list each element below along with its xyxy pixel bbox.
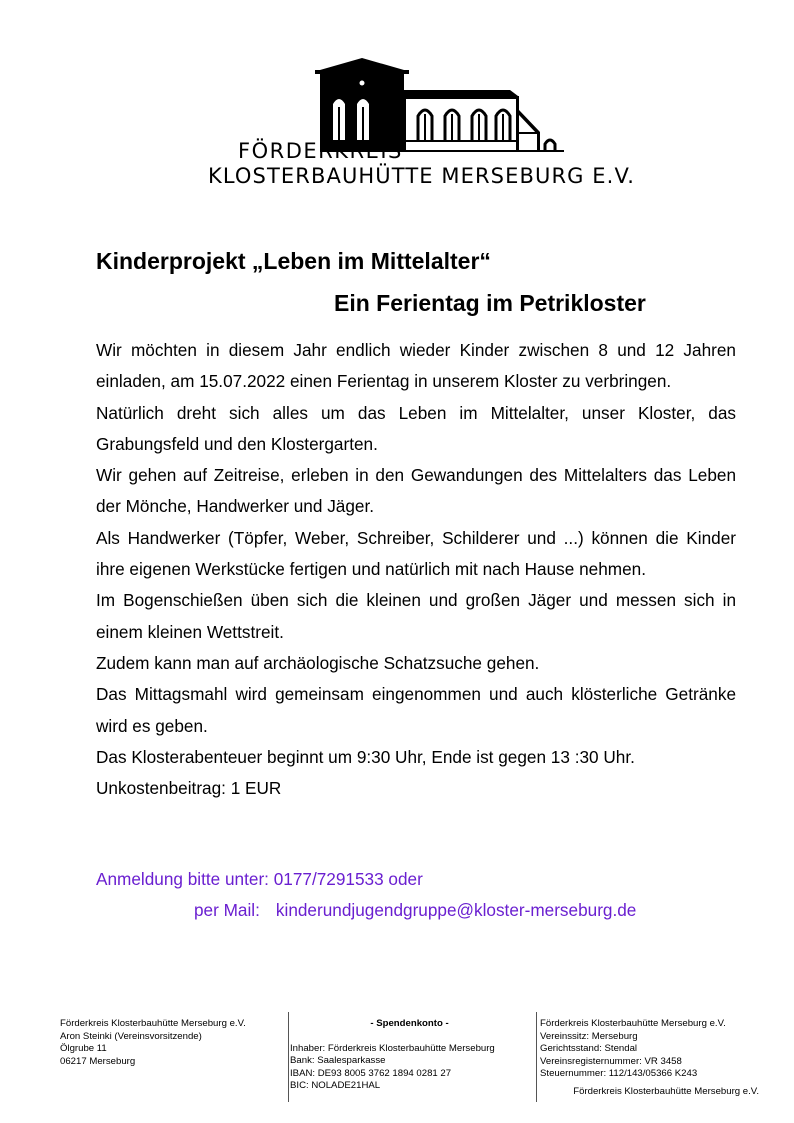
email-link[interactable]: kinderundjugendgruppe@kloster-merseburg.de	[275, 900, 637, 920]
footer-line: Vereinssitz: Merseburg	[540, 1030, 638, 1042]
logo-line-1: FÖRDERKREIS	[238, 139, 403, 163]
footer-line: Steuernummer: 112/143/05366 K243	[540, 1068, 698, 1079]
footer-small-note: Förderkreis Klosterbauhütte Merseburg e.V.	[573, 1085, 759, 1097]
paragraph: Als Handwerker (Töpfer, Weber, Schreiber, Schilderer und ...) können die Kinder ihre eigenen Werkstücke fertigen und natürlich mit nach Hause nehmen.	[96, 527, 736, 580]
footer-line: Ölgrube 11	[60, 1043, 107, 1054]
paragraph: Zudem kann man auf archäologische Schatzsuche gehen.	[96, 652, 540, 673]
footer-line: Aron Steinki (Vereinsvorsitzende)	[60, 1030, 202, 1042]
footer-line: BIC: NOLADE21HAL	[290, 1080, 381, 1091]
footer-bank-heading: - Spendenkonto -	[370, 1018, 449, 1029]
paragraph: Das Mittagsmahl wird gemeinsam eingenommen und auch klösterliche Getränke wird es geben.	[96, 684, 736, 736]
footer-line: Vereinsregisternummer: VR 3458	[540, 1055, 682, 1067]
footer-line: Gerichtsstand: Stendal	[540, 1043, 638, 1054]
footer-line: Inhaber: Förderkreis Klosterbauhütte Merseburg	[290, 1042, 495, 1054]
footer-line: Bank: Saalesparkasse	[290, 1055, 386, 1066]
paragraph: Das Klosterabenteuer beginnt um 9:30 Uhr, Ende ist gegen 13 :30 Uhr.	[96, 746, 635, 767]
footer-bank	[288, 1012, 529, 1102]
paragraph: Unkostenbeitrag: 1 EUR	[96, 778, 282, 799]
logo-line-2: KLOSTERBAUHÜTTE MERSEBURG E.V.	[208, 164, 635, 188]
footer-line: IBAN: DE93 8005 3762 1894 0281 27	[290, 1067, 452, 1079]
paragraph: Natürlich dreht sich alles um das Leben im Mittelalter, unser Kloster, das Grabungsfeld und den Klostergarten.	[96, 402, 736, 454]
body-text	[96, 335, 736, 804]
page-title: Kinderprojekt „Leben im Mittelalter“	[96, 248, 491, 274]
mail-contact	[194, 900, 636, 921]
footer-address	[60, 1018, 282, 1068]
footer-line: Förderkreis Klosterbauhütte Merseburg e.V.	[540, 1018, 726, 1029]
footer	[60, 1012, 770, 1102]
logo	[205, 52, 635, 192]
paragraph: Wir gehen auf Zeitreise, erleben in den Gewandungen des Mittelalters das Leben der Mönche, Handwerker und Jäger.	[96, 465, 736, 517]
footer-registry	[536, 1012, 769, 1102]
page-subtitle: Ein Ferientag im Petrikloster	[334, 290, 646, 316]
mail-label: per Mail:	[194, 900, 260, 920]
paragraph: Im Bogenschießen üben sich die kleinen und großen Jäger und messen sich in einem kleinen Wettstreit.	[96, 590, 736, 642]
paragraph: Wir möchten in diesem Jahr endlich wieder Kinder zwischen 8 und 12 Jahren einladen, am 15.07.2022 einen Ferientag in unserem Kloster zu verbringen.	[96, 340, 736, 392]
phone-contact: Anmeldung bitte unter: 0177/7291533 oder	[96, 869, 423, 889]
footer-line: 06217 Merseburg	[60, 1055, 136, 1067]
footer-line: Förderkreis Klosterbauhütte Merseburg e.V.	[60, 1018, 246, 1029]
